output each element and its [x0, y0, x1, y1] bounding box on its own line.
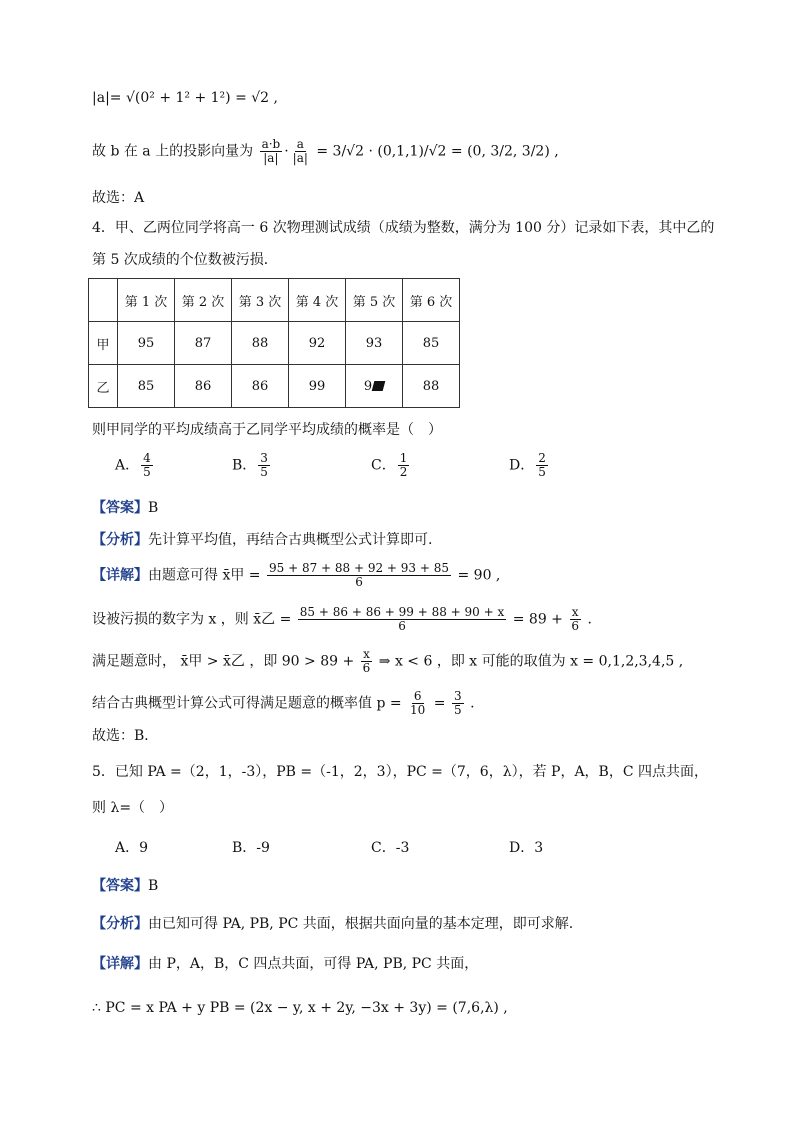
choose-a: 故选：A	[92, 190, 145, 206]
projection-line: 故 b 在 a 上的投影向量为 $\frac{a\cdot b}{|a|}$ · $\frac{a}{|a|}$ = 3/√2 · (0,1,1)/√2 = (0, 3/2, 3/2) ,	[92, 137, 559, 166]
table-cell-smudged	[346, 365, 403, 408]
q5-option-a: A．9	[115, 840, 149, 856]
table-cell: 87	[175, 322, 232, 365]
table-cell: 95	[118, 322, 175, 365]
q5-option-c: C．-3	[371, 840, 410, 856]
table-cell: 86	[232, 365, 289, 408]
smudged-digit: 9	[363, 378, 373, 394]
proj-fraction-2: $\frac{a}{|a|}$	[292, 137, 308, 166]
table-cell: 88	[232, 322, 289, 365]
q4-answer: 【答案】B	[92, 500, 159, 516]
table-cell: 99	[289, 365, 346, 408]
q4-option-c: C． $\frac{1}{2}$	[371, 451, 408, 480]
table-cell: 88	[403, 365, 460, 408]
q4-detail-1: 【详解】由题意可得 x̄甲 = $\frac{95 + 87 + 88 + 92 + 93 + 85}{6}$ = 90 ,	[92, 561, 501, 590]
table-cell: 92	[289, 322, 346, 365]
table-header: 第 6 次	[403, 279, 460, 322]
q4-stem-line-2: 第 5 次成绩的个位数被污损．	[92, 252, 278, 268]
q4-detail-3: 满足题意时， x̄甲 > x̄乙 ，即 90 > 89 + $\frac{x}{6}$ ⇒ x < 6 ，即 x 可能的取值为 x = 0,1,2,3,4,5 ,	[92, 647, 684, 676]
q4-choose: 故选：B．	[92, 728, 159, 744]
q5-stem-line-2: 则 λ=（ ）	[92, 800, 174, 816]
table-cell: 93	[346, 322, 403, 365]
proj-fraction-1: $\frac{a\cdot b}{|a|}$	[261, 137, 281, 166]
q4-analysis: 【分析】先计算平均值，再结合古典概型公式计算即可.	[92, 532, 433, 548]
q4-detail-2: 设被污损的数字为 x ，则 x̄乙 = $\frac{85 + 86 + 86 + 99 + 88 + 90 + x}{6}$ = 89 + $\frac{x}{6}$ .	[92, 605, 592, 634]
table-header: 第 1 次	[118, 279, 175, 322]
table-header-row	[89, 279, 460, 322]
ink-blot-icon	[372, 381, 386, 391]
table-header: 第 4 次	[289, 279, 346, 322]
q5-option-d: D．3	[509, 840, 544, 856]
q4-question: 则甲同学的平均成绩高于乙同学平均成绩的概率是（ ）	[92, 422, 442, 438]
table-header: 第 3 次	[232, 279, 289, 322]
table-row	[89, 322, 460, 365]
table-cell: 85	[118, 365, 175, 408]
table-cell: 86	[175, 365, 232, 408]
q5-stem-line-1: 5．已知 PA =（2，1，-3），PB =（-1，2，3），PC =（7，6，λ），若 P，A，B，C 四点共面，	[92, 764, 709, 780]
table-header: 第 2 次	[175, 279, 232, 322]
table-cell: 85	[403, 322, 460, 365]
score-table	[88, 278, 460, 408]
table-header: 第 5 次	[346, 279, 403, 322]
table-cell	[89, 279, 118, 322]
q4-option-d: D． $\frac{2}{5}$	[509, 451, 546, 480]
table-cell: 乙	[89, 365, 118, 408]
q5-detail: 【详解】由 P，A，B，C 四点共面，可得 PA, PB, PC 共面，	[92, 956, 479, 972]
q4-stem-line-1: 4．甲、乙两位同学将高一 6 次物理测试成绩（成绩为整数，满分为 100 分）记录如下表，其中乙的	[92, 220, 715, 236]
table-cell: 甲	[89, 322, 118, 365]
table-row	[89, 365, 460, 408]
q4-option-b: B． $\frac{3}{5}$	[232, 451, 268, 480]
q4-option-a: A． $\frac{4}{5}$	[115, 451, 151, 480]
q5-last-line: ∴ PC = x PA + y PB = (2x − y, x + 2y, −3x + 3y) = (7,6,λ) ,	[92, 1000, 508, 1016]
q5-answer: 【答案】B	[92, 878, 159, 894]
norm-formula: |a|= √(0² + 1² + 1²) = √2 ,	[92, 90, 278, 106]
q5-analysis: 【分析】由已知可得 PA, PB, PC 共面，根据共面向量的基本定理，即可求解.	[92, 916, 574, 932]
q4-detail-4: 结合古典概型计算公式可得满足题意的概率值 p = $\frac{6}{10}$ = $\frac{3}{5}$ .	[92, 689, 475, 718]
q5-option-b: B．-9	[232, 840, 270, 856]
